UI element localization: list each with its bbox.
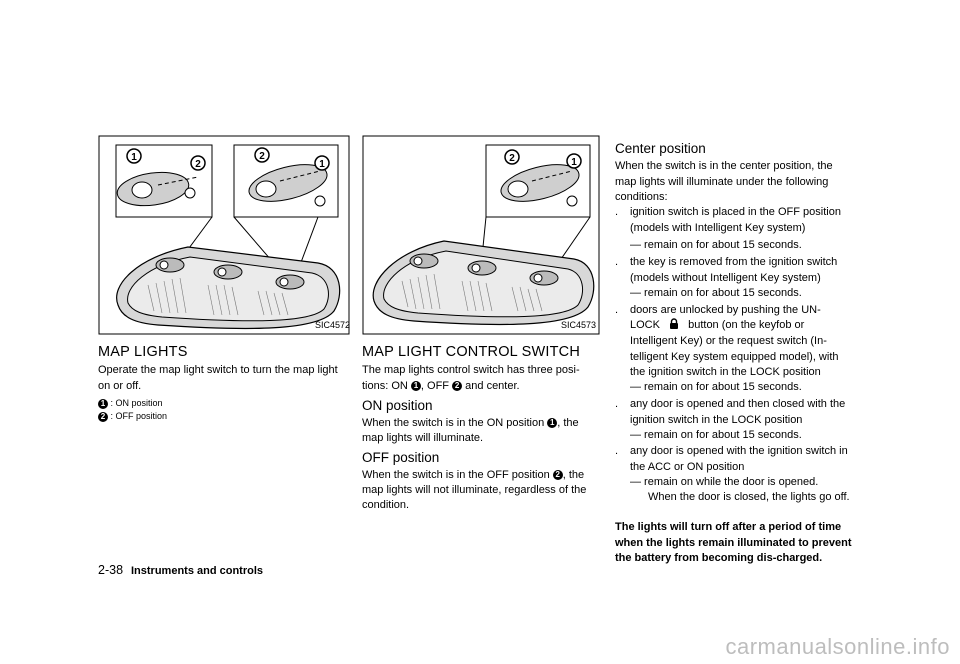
off-position-text: When the switch is in the OFF position [362, 469, 550, 481]
center-bullet-5-sub-a: — remain on while the door is opened. [630, 476, 819, 488]
center-bullet-1 [615, 205, 855, 237]
bullet-text: the key is removed from the ignition switch (models without Intelligent Key system) [630, 256, 838, 284]
bullet-marker: . [615, 445, 619, 457]
svg-text:2: 2 [195, 159, 201, 170]
map-light-control-switch-heading: MAP LIGHT CONTROL SWITCH [362, 344, 581, 360]
bullet-text: ignition switch is placed in the OFF position (models with Intelligent Key system) [630, 206, 841, 234]
svg-text:2: 2 [509, 153, 515, 164]
bullet-text: button (on the keyfob or [688, 319, 805, 331]
bullet-text: LOCK [630, 319, 660, 331]
marker-2-left-inset [191, 156, 205, 170]
bullet-text: any door is opened and then closed with the ignition switch in the LOCK position [630, 398, 846, 426]
control-switch-body-line2 [362, 379, 602, 395]
center-bullet-2 [615, 255, 855, 287]
number-2-icon: 2 [452, 381, 462, 391]
watermark: carmanualsonline.info [725, 634, 950, 659]
center-bullet-5 [615, 444, 855, 476]
bullet-marker: . [615, 398, 619, 410]
on-position-text: , the [557, 417, 579, 429]
legend-label-off: : OFF position [110, 411, 168, 421]
control-switch-text: and center. [465, 380, 520, 392]
center-bullet-3-line2 [630, 318, 852, 334]
figure-map-light-control-switch-illustration [362, 135, 600, 335]
control-switch-text: , OFF [420, 380, 450, 392]
center-bullet-1-sub: — remain on for about 15 seconds. [630, 239, 802, 251]
center-bullet-5-sub-b: When the door is closed, the lights go off. [648, 491, 850, 503]
number-2-icon: 2 [98, 412, 108, 422]
center-position-heading: Center position [615, 141, 706, 156]
marker-1-left-inset [127, 149, 141, 163]
bullet-marker: . [615, 256, 619, 268]
battery-warning-note: The lights will turn off after a period of time when the lights remain illuminated to prevent the battery from becoming dis-charged. [615, 521, 852, 564]
lock-icon [669, 318, 679, 329]
off-position-line1 [362, 468, 602, 484]
on-position-text: When the switch is in the ON position [362, 417, 545, 429]
marker-2-right-inset [255, 148, 269, 162]
control-switch-body-line1: The map lights control switch has three posi- [362, 364, 580, 376]
map-lights-heading: MAP LIGHTS [98, 344, 188, 360]
center-bullet-3-rest: Intelligent Key) or the request switch (In-telligent Key system equipped model), with the ignition switch in the LOCK position [630, 335, 839, 378]
figure-map-lights-illustration [98, 135, 350, 335]
legend-row-off [98, 410, 167, 422]
number-1-icon: 1 [411, 381, 421, 391]
on-position-line1 [362, 416, 602, 432]
marker-1-middle-inset [567, 154, 581, 168]
bullet-text: any door is opened with the ignition switch in the ACC or ON position [630, 445, 848, 473]
legend-label-on: : ON position [110, 398, 163, 408]
marker-2-middle-inset [505, 150, 519, 164]
off-position-line2: map lights will not illuminate, regardless of the [362, 484, 587, 496]
svg-text:1: 1 [131, 152, 137, 163]
off-position-text: , the [562, 469, 585, 481]
bullet-text: doors are unlocked by pushing the UN- [630, 304, 821, 316]
control-switch-text: tions: ON [362, 380, 408, 392]
number-1-icon: 1 [547, 418, 557, 428]
svg-text:1: 1 [319, 159, 325, 170]
page-number: 2-38 [98, 563, 124, 577]
bullet-marker: . [615, 206, 619, 218]
off-position-line3: condition. [362, 499, 410, 511]
svg-text:1: 1 [571, 157, 577, 168]
on-position-heading: ON position [362, 398, 433, 413]
off-position-heading: OFF position [362, 450, 440, 465]
center-bullet-3-sub: — remain on for about 15 seconds. [630, 381, 802, 393]
section-title: Instruments and controls [131, 565, 264, 577]
center-bullet-4 [615, 397, 855, 429]
figure-code-left: SIC4572 [314, 320, 350, 330]
on-position-line2: map lights will illuminate. [362, 432, 484, 444]
marker-1-right-inset [315, 156, 329, 170]
bullet-marker: . [615, 304, 619, 316]
map-lights-body: Operate the map light switch to turn the map light on or off. [98, 364, 338, 392]
center-position-intro: When the switch is in the center position, the map lights will illuminate under the following conditions: [615, 160, 833, 203]
center-bullet-2-sub: — remain on for about 15 seconds. [630, 287, 802, 299]
legend-row-on [98, 397, 163, 409]
number-2-icon: 2 [553, 470, 563, 480]
figure-code-middle: SIC4573 [560, 320, 596, 330]
number-1-icon: 1 [98, 399, 108, 409]
svg-text:2: 2 [259, 151, 265, 162]
center-bullet-4-sub: — remain on for about 15 seconds. [630, 429, 802, 441]
